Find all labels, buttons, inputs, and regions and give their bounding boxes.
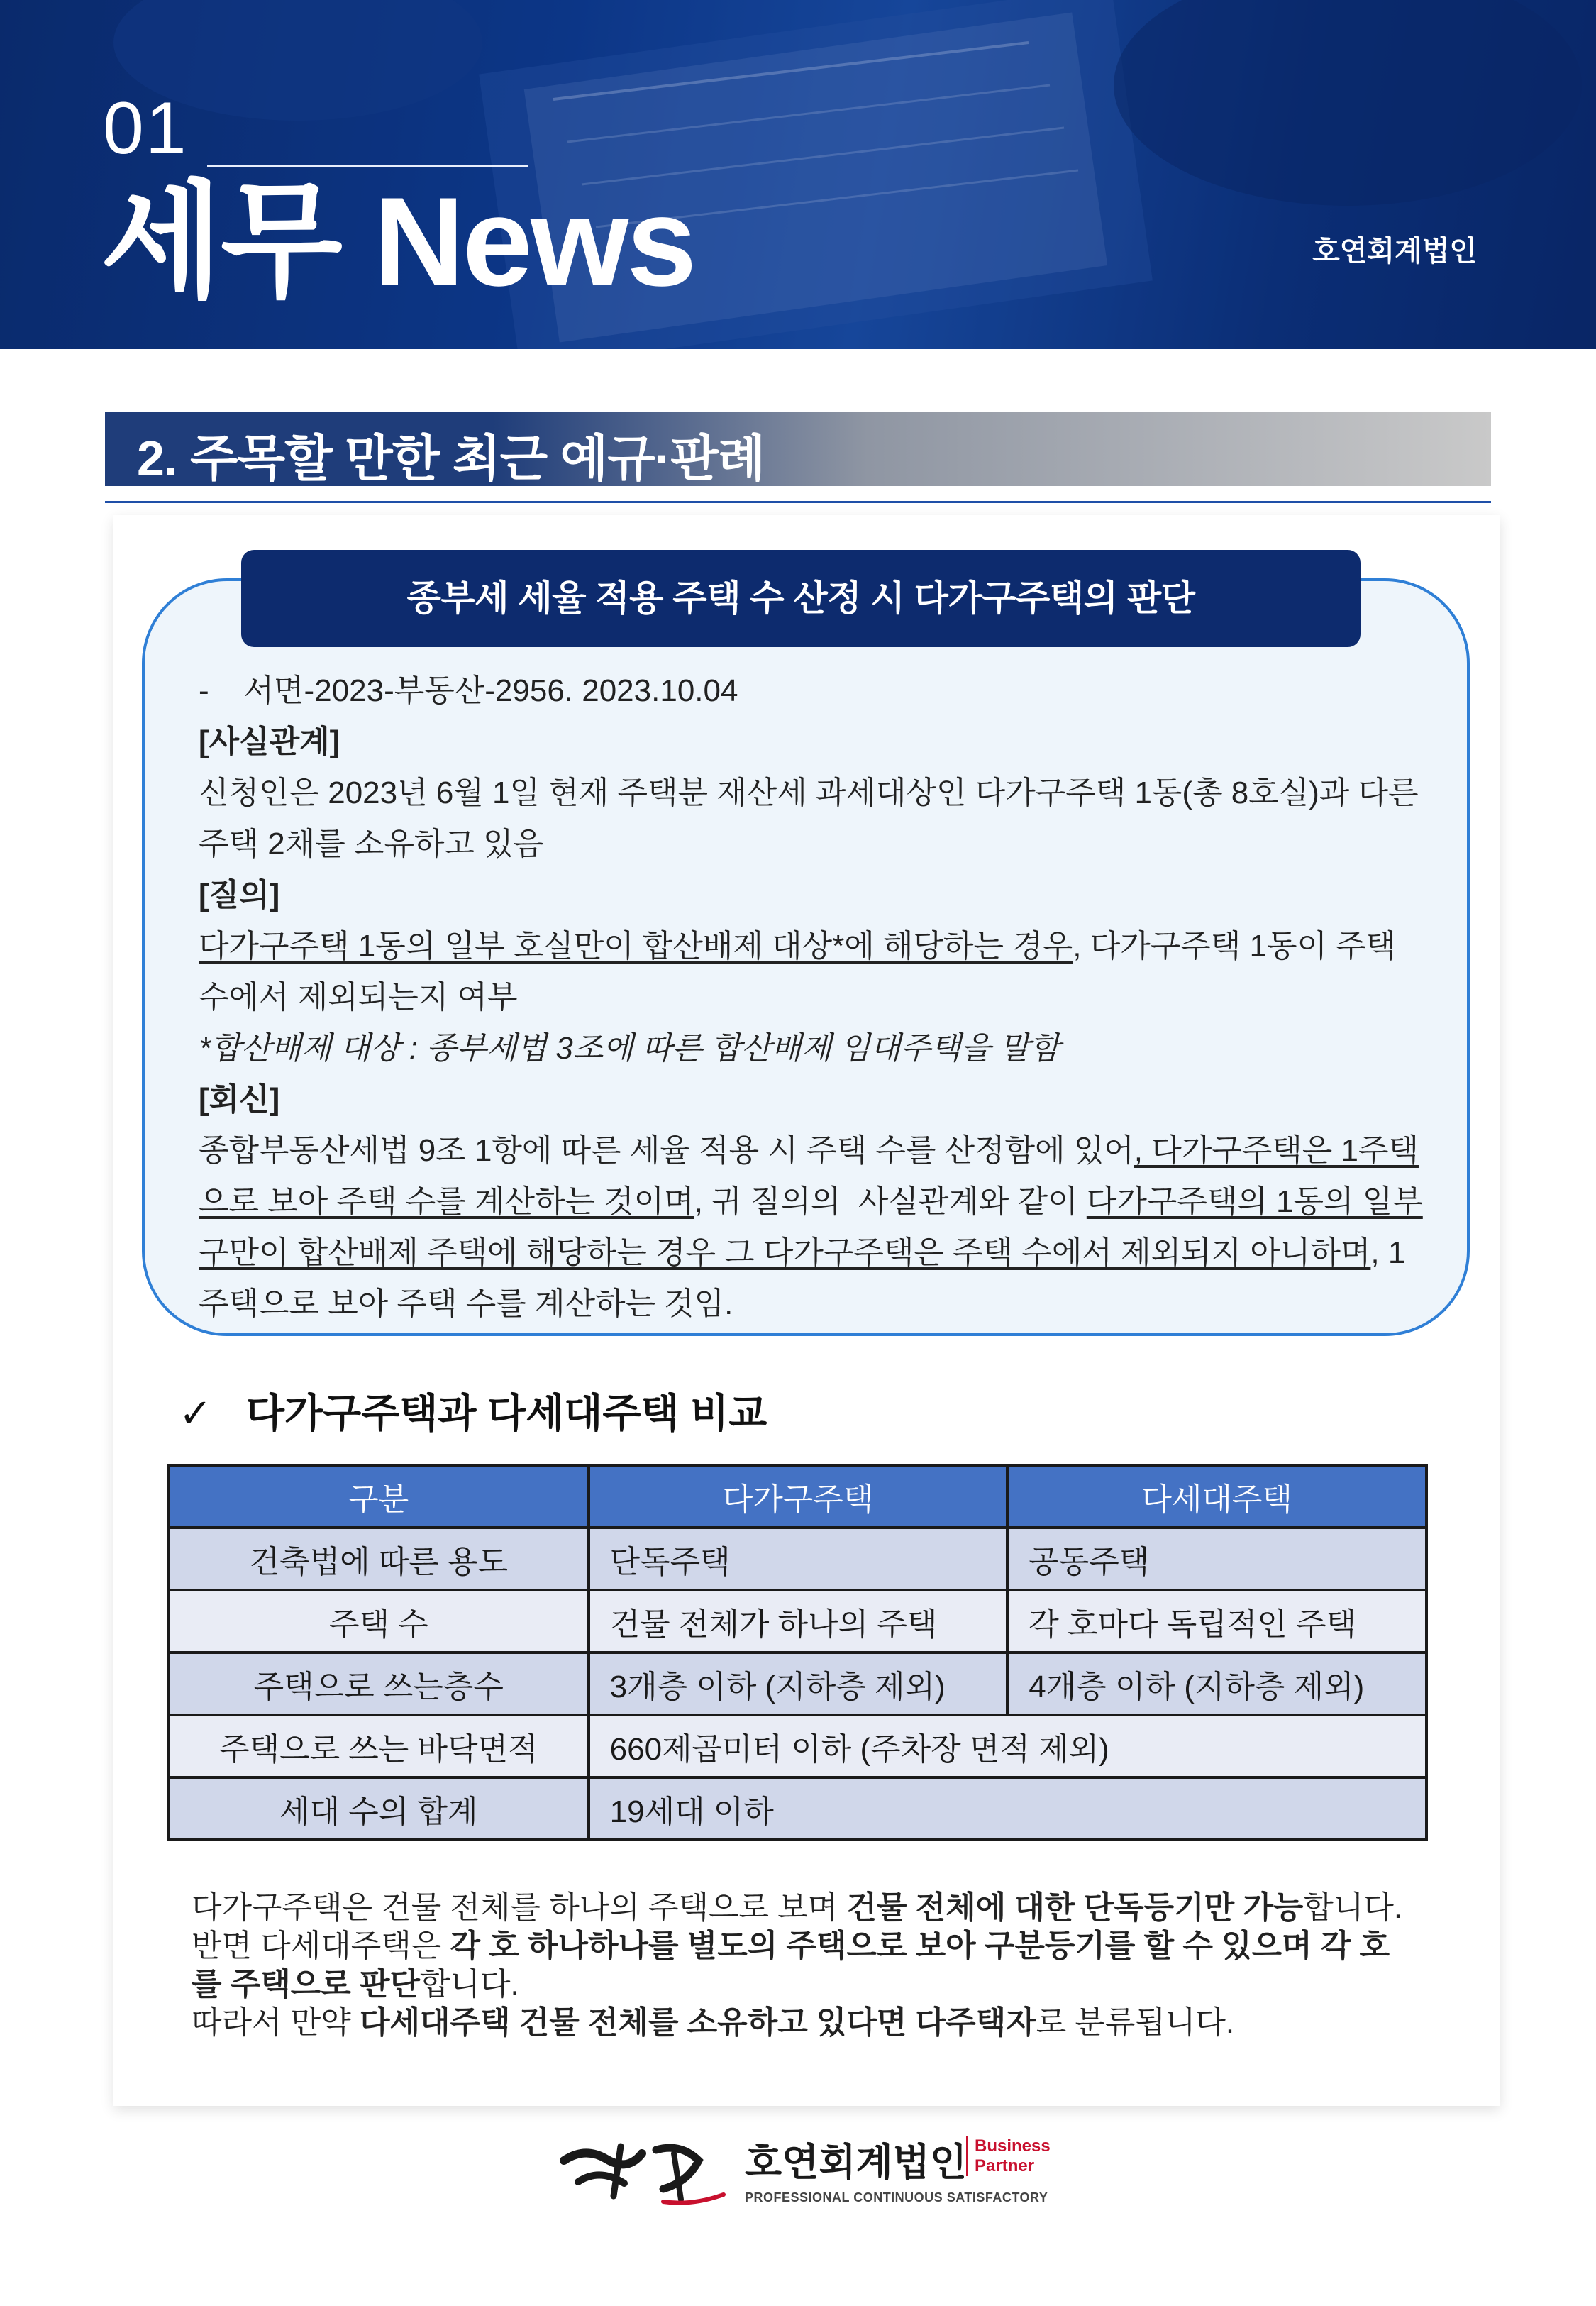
- summary-bold: 각 호 하나하나를 별도의 주택으로 보아 구분등기를 할 수 있으며 각 호: [450, 1929, 1390, 1963]
- summary-bold: 를 주택으로 판단: [192, 1967, 420, 2002]
- exemption-note: *합산배제 대상 : 종부세법 3조에 따른 합산배제 임대주택을 말함: [199, 1031, 1060, 1066]
- table-row: [169, 1777, 1426, 1840]
- business-partner-badge: [966, 2136, 1051, 2176]
- summary-bold: 건물 전체에 대한 단독등기만 가능: [846, 1890, 1304, 1925]
- check-icon: ✓: [179, 1391, 212, 1435]
- summary-line-3: [192, 1965, 1461, 2004]
- footer-firm-name: 호연회계법인: [745, 2141, 967, 2184]
- reply-line-1: [199, 1125, 1419, 1176]
- footer-tagline: PROFESSIONAL CONTINUOUS SATISFACTORY: [745, 2190, 1048, 2205]
- table-header-row: [169, 1465, 1426, 1528]
- issue-number: 01: [103, 87, 188, 170]
- reply-underlined-2: 으로 보아 주택 수를 계산하는 것이며: [199, 1184, 694, 1219]
- summary-line-1: [192, 1889, 1461, 1927]
- case-body: [199, 666, 1423, 1330]
- case-reference: - 서면-2023-부동산-2956. 2023.10.04: [199, 673, 738, 708]
- row-label: 주택으로 쓰는층수: [169, 1653, 589, 1715]
- facts-line-1: 신청인은 2023년 6월 1일 현재 주택분 재산세 과세대상인 다가구주택 1동(총 8호실)과 다른: [199, 776, 1419, 810]
- header-cell-category: 구분: [169, 1465, 589, 1528]
- section-title: 2. 주목할 만한 최근 예규·판례: [137, 431, 765, 486]
- row-label: 주택 수: [169, 1590, 589, 1653]
- table-cell: 공동주택: [1007, 1528, 1426, 1590]
- reply-text-c: , 1: [1370, 1235, 1406, 1270]
- summary-text: 다가구주택은 건물 전체를 하나의 주택으로 보며: [192, 1890, 847, 1925]
- footer-logo: [557, 2132, 1053, 2217]
- reply-line-3: [199, 1228, 1419, 1279]
- table-row: [169, 1653, 1426, 1715]
- summary-line-4: [192, 2004, 1461, 2042]
- reply-text-b: , 귀 질의의 사실관계와 같이: [694, 1184, 1087, 1219]
- badge-line-1: Business: [975, 2136, 1051, 2156]
- table-cell: 각 호마다 독립적인 주택: [1007, 1590, 1426, 1653]
- reply-underlined-4: 구만이 합산배제 주택에 해당하는 경우 그 다가구주택은 주택 수에서 제외되지 아니하며: [199, 1235, 1371, 1270]
- case-heading: 종부세 세율 적용 주택 수 산정 시 다가구주택의 판단: [241, 550, 1361, 647]
- summary-text: 로 분류됩니다.: [1036, 2005, 1235, 2040]
- summary-paragraph: [192, 1889, 1461, 2042]
- table-cell: 3개층 이하 (지하층 제외): [589, 1653, 1008, 1715]
- reply-line-2: [199, 1176, 1423, 1228]
- comparison-title: [179, 1382, 767, 1439]
- header-cell-multi-family: 다세대주택: [1007, 1465, 1426, 1528]
- header-cell-multi-household: 다가구주택: [589, 1465, 1008, 1528]
- section-divider: [105, 501, 1491, 503]
- table-cell: 건물 전체가 하나의 주택: [589, 1590, 1008, 1653]
- row-label: 세대 수의 합계: [169, 1777, 589, 1840]
- question-rest: , 다가구주택 1동이 주택: [1073, 929, 1397, 964]
- question-label: [질의]: [199, 878, 280, 912]
- summary-text: 합니다.: [1303, 1890, 1403, 1925]
- reply-underlined-1: , 다가구주택은 1주택: [1134, 1133, 1419, 1168]
- reply-line-4: 주택으로 보아 주택 수를 계산하는 것임.: [199, 1286, 733, 1321]
- table-cell: 4개층 이하 (지하층 제외): [1007, 1653, 1426, 1715]
- question-line-1: [199, 921, 1419, 972]
- row-label: 주택으로 쓰는 바닥면적: [169, 1715, 589, 1777]
- header-firm-name: 호연회계법인: [1312, 236, 1477, 267]
- table-cell-merged: 660제곱미터 이하 (주차장 면적 제외): [589, 1715, 1426, 1777]
- calligraphy-logo-icon: [557, 2132, 734, 2210]
- badge-line-2: Partner: [975, 2156, 1035, 2175]
- issue-underline: [207, 165, 528, 167]
- table-row: [169, 1528, 1426, 1590]
- summary-text: 합니다.: [419, 1967, 519, 2002]
- table-cell-merged: 19세대 이하: [589, 1777, 1426, 1840]
- reply-underlined-3: 다가구주택의 1동의 일부: [1086, 1184, 1423, 1219]
- row-label: 건축법에 따른 용도: [169, 1528, 589, 1590]
- summary-line-2: [192, 1927, 1461, 1965]
- newsletter-title: 세무 News: [101, 171, 695, 312]
- reply-label: [회신]: [199, 1082, 280, 1117]
- summary-bold: 다세대주택 건물 전체를 소유하고 있다면 다주택자: [359, 2005, 1036, 2040]
- header-banner: [0, 0, 1596, 349]
- facts-line-2: 주택 2채를 소유하고 있음: [199, 827, 544, 861]
- comparison-title-text: 다가구주택과 다세대주택 비교: [245, 1391, 767, 1435]
- question-line-2: 수에서 제외되는지 여부: [199, 980, 518, 1015]
- summary-text: 반면 다세대주택은: [192, 1929, 450, 1963]
- question-underlined: 다가구주택 1동의 일부 호실만이 합산배제 대상*에 해당하는 경우: [199, 929, 1073, 964]
- section-heading-bar: [105, 412, 1491, 486]
- table-row: [169, 1715, 1426, 1777]
- facts-label: [사실관계]: [199, 724, 340, 759]
- comparison-table: [167, 1464, 1428, 1841]
- reply-text-a: 종합부동산세법 9조 1항에 따른 세율 적용 시 주택 수를 산정함에 있어: [199, 1133, 1134, 1168]
- table-cell: 단독주택: [589, 1528, 1008, 1590]
- summary-text: 따라서 만약: [192, 2005, 360, 2040]
- table-row: [169, 1590, 1426, 1653]
